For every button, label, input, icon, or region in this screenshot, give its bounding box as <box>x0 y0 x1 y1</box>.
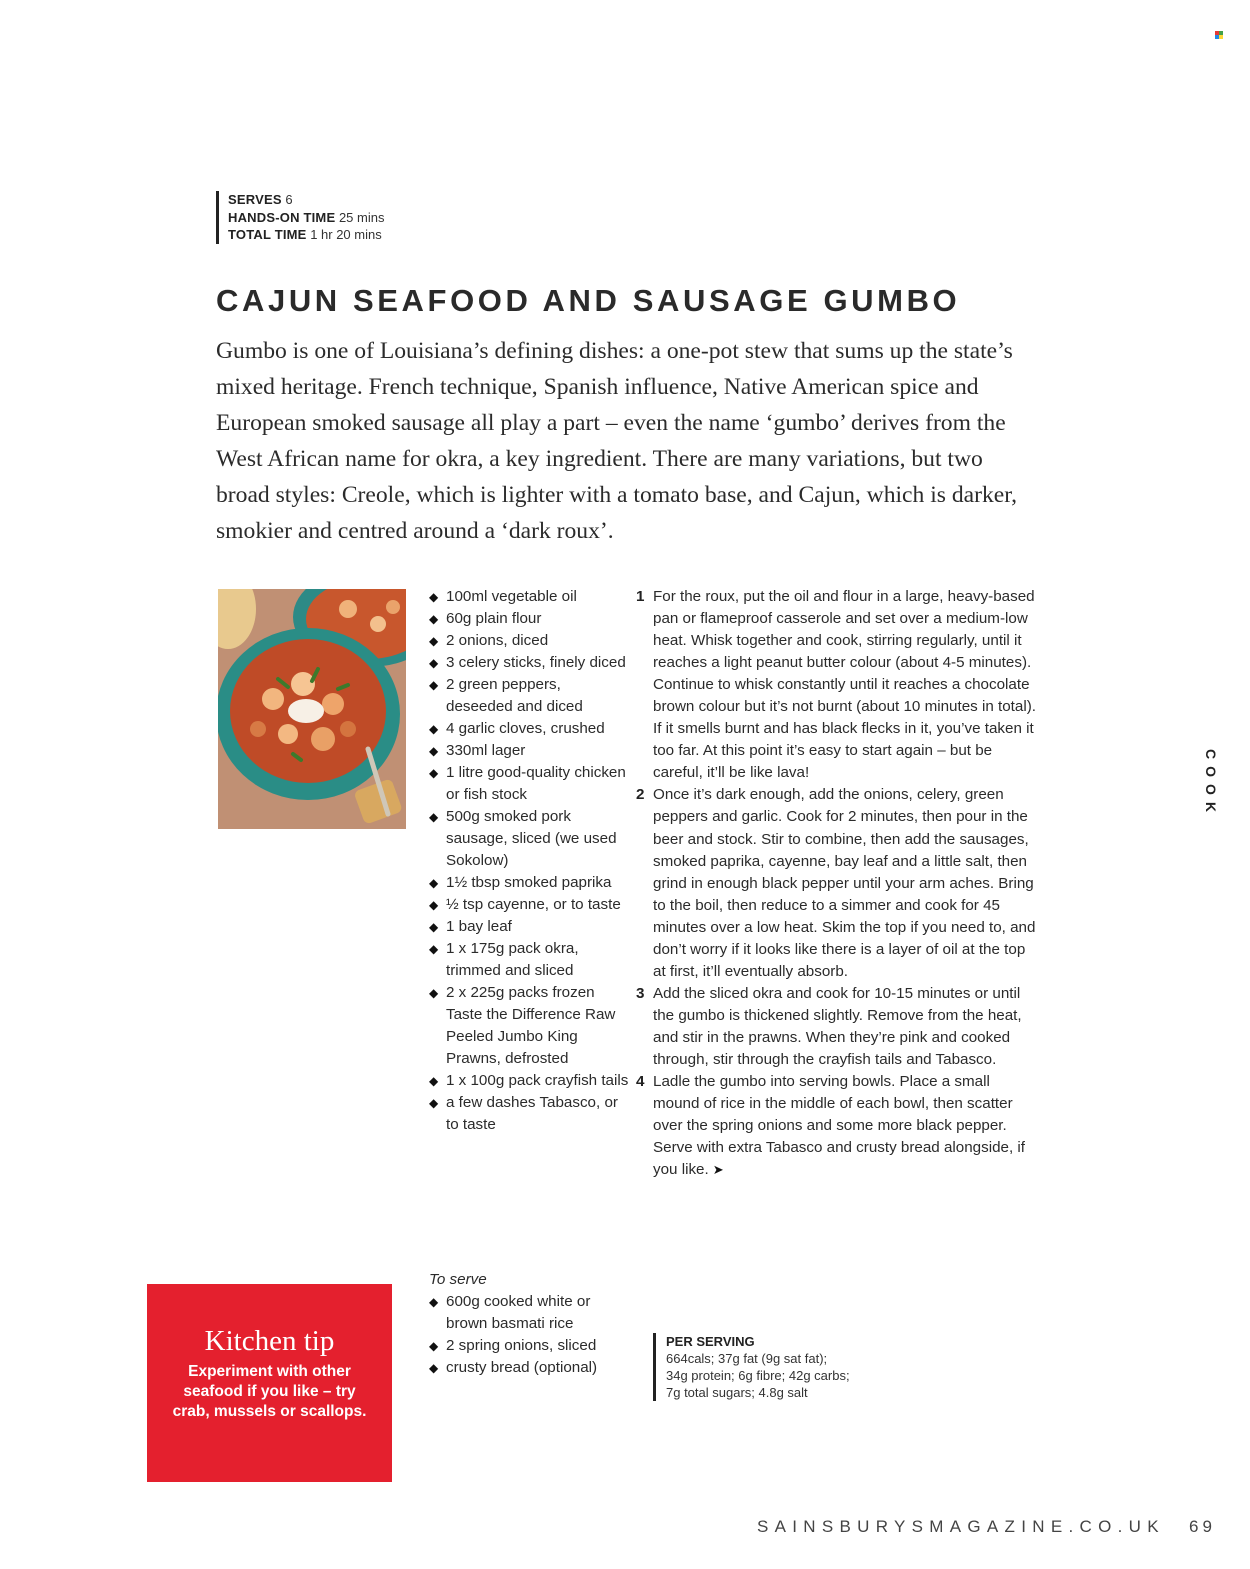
nutrition-line: 7g total sugars; 4.8g salt <box>666 1385 808 1400</box>
ingredient-item: ◆ 1 bay leaf <box>429 916 629 938</box>
ingredient-item: ◆ 500g smoked pork sausage, sliced (we used Sokolow) <box>429 808 617 869</box>
serves-row: SERVES 6 <box>228 192 293 207</box>
kitchen-tip-title: Kitchen tip <box>204 1325 335 1357</box>
kitchen-tip-box <box>147 1284 392 1482</box>
diamond-bullet-icon: ◆ <box>429 898 439 912</box>
recipe-meta <box>216 191 384 244</box>
ingredient-item: ◆ 1 x 175g pack okra, trimmed and sliced <box>429 940 579 979</box>
section-tab <box>1198 740 1224 828</box>
ingredient-item: ◆ 330ml lager <box>429 740 629 762</box>
method-step: 4 Ladle the gumbo into serving bowls. Place a small mound of rice in the middle of each bowl, then scatter over the spring onions and some more black pepper. Serve with extra Tabasco and crusty bread alongside, if you like. ➤ <box>636 1071 1036 1181</box>
ingredient-item: ◆ 2 x 225g packs frozen Taste the Difference Raw Peeled Jumbo King Prawns, defrosted <box>429 984 616 1067</box>
step-number: 1 <box>636 588 645 605</box>
arrow-right-icon: ➤ <box>712 1162 724 1178</box>
diamond-bullet-icon: ◆ <box>429 1339 439 1353</box>
page-number: 69 <box>1189 1517 1216 1536</box>
ingredient-item: ◆ 60g plain flour <box>429 608 629 630</box>
total-time-row: TOTAL TIME 1 hr 20 mins <box>228 227 382 242</box>
footer-url: SAINSBURYSMAGAZINE.CO.UK <box>757 1517 1165 1536</box>
to-serve-list <box>429 1291 629 1379</box>
ingredient-item: ◆ 100ml vegetable oil <box>429 586 629 608</box>
serve-item: ◆ 600g cooked white or brown basmati rice <box>429 1293 591 1332</box>
diamond-bullet-icon: ◆ <box>429 1295 439 1309</box>
serve-item: ◆ 2 spring onions, sliced <box>429 1335 629 1357</box>
diamond-bullet-icon: ◆ <box>429 590 439 604</box>
ingredient-item: ◆ 2 green peppers, deseeded and diced <box>429 676 583 715</box>
diamond-bullet-icon: ◆ <box>429 612 439 626</box>
diamond-bullet-icon: ◆ <box>429 1074 439 1088</box>
diamond-bullet-icon: ◆ <box>429 810 439 824</box>
ingredient-item: ◆ ½ tsp cayenne, or to taste <box>429 894 629 916</box>
serve-item: ◆ crusty bread (optional) <box>429 1357 629 1379</box>
step-number: 2 <box>636 786 645 804</box>
recipe-title: CAJUN SEAFOOD AND SAUSAGE GUMBO <box>216 283 961 318</box>
ingredient-item: ◆ 2 onions, diced <box>429 630 629 652</box>
recipe-intro: Gumbo is one of Louisiana’s defining dishes: a one-pot stew that sums up the state’s mixed heritage. French technique, Spanish influence, Native American spice and European smoked sausage all play a part – even the name ‘gumbo’ derives from the West African name for okra, a key ingredient. There are many variations, but two broad styles: Creole, which is lighter with a tomato base, and Cajun, which is darker, smokier and centred around a ‘dark roux’. <box>216 338 1018 544</box>
method-step: 1 For the roux, put the oil and flour in a large, heavy-based pan or flameproof casserole and set over a medium-low heat. Whisk together and cook, stirring regularly, until it reaches a light peanut butter colour (about 4-5 minutes). Continue to whisk constantly until it reaches a chocolate brown colour but it’s not burnt (about 10 minutes in total). If it smells burnt and has black flecks in it, you’ve taken it too far. At this point it’s easy to start again – but be careful, it’ll be like lava! <box>636 588 1036 782</box>
ingredient-item: ◆ 4 garlic cloves, crushed <box>429 718 629 740</box>
nutrition-title: PER SERVING <box>666 1334 755 1349</box>
nutrition-line: 664cals; 37g fat (9g sat fat); <box>666 1351 828 1366</box>
nutrition-line: 34g protein; 6g fibre; 42g carbs; <box>666 1368 850 1383</box>
kitchen-tip-body: Experiment with other seafood if you like – try crab, mussels or scallops. <box>172 1363 367 1421</box>
ingredient-item: ◆ 1 litre good-quality chicken or fish stock <box>429 764 626 803</box>
diamond-bullet-icon: ◆ <box>429 920 439 934</box>
step-number: 3 <box>636 984 645 1002</box>
ingredient-item: ◆ 1 x 100g pack crayfish tails <box>429 1070 629 1092</box>
ingredient-item: ◆ 1½ tbsp smoked paprika <box>429 872 629 894</box>
gumbo-photo <box>218 589 406 829</box>
diamond-bullet-icon: ◆ <box>429 766 439 780</box>
ingredient-item: ◆ 3 celery sticks, finely diced <box>429 652 629 674</box>
method-step: 2 Once it’s dark enough, add the onions, celery, green peppers and garlic. Cook for 2 minutes, then pour in the beer and stock. Stir to combine, then add the sausages, smoked paprika, cayenne, bay leaf and a little salt, then grind in enough black pepper until your arm aches. Bring to the boil, then reduce to a simmer and cook for 45 minutes over a low heat. Skim the top if you need to, and don’t worry if it looks like there is a layer of oil at the top at first, it’ll eventually absorb. <box>636 786 1036 980</box>
section-tab-label: COOK <box>1203 749 1219 819</box>
diamond-bullet-icon: ◆ <box>429 722 439 736</box>
diamond-bullet-icon: ◆ <box>429 986 439 1000</box>
diamond-bullet-icon: ◆ <box>429 634 439 648</box>
ingredients-list <box>429 586 629 1136</box>
corner-color-mark-icon <box>1215 31 1224 39</box>
diamond-bullet-icon: ◆ <box>429 656 439 670</box>
method-step: 3 Add the sliced okra and cook for 10-15 minutes or until the gumbo is thickened slightly. Remove from the heat, and stir in the prawns. When they’re pink and cooked through, stir through the crayfish tails and Tabasco. <box>636 984 1022 1068</box>
hands-on-time-row: HANDS-ON TIME 25 mins <box>228 209 385 225</box>
step-number: 4 <box>636 1073 645 1091</box>
ingredient-item: ◆ a few dashes Tabasco, or to taste <box>429 1094 618 1133</box>
diamond-bullet-icon: ◆ <box>429 744 439 758</box>
diamond-bullet-icon: ◆ <box>429 678 439 692</box>
method-steps <box>636 586 1036 1181</box>
diamond-bullet-icon: ◆ <box>429 1096 439 1110</box>
to-serve-heading: To serve <box>429 1271 487 1288</box>
diamond-bullet-icon: ◆ <box>429 876 439 890</box>
nutrition-box <box>653 1333 850 1401</box>
diamond-bullet-icon: ◆ <box>429 942 439 956</box>
diamond-bullet-icon: ◆ <box>429 1361 439 1375</box>
